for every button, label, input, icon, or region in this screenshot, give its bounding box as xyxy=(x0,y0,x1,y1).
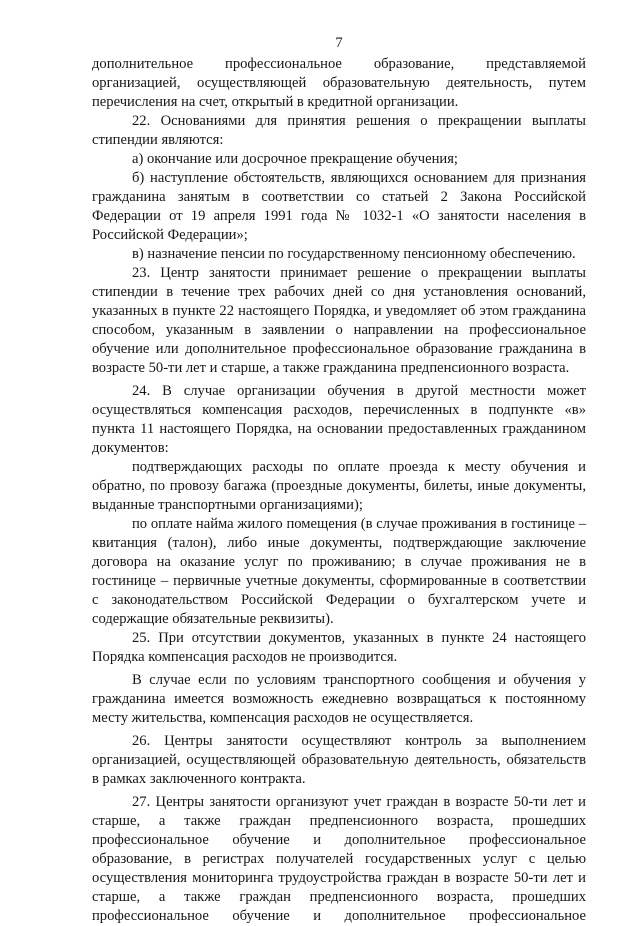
paragraph-24-travel-expenses: подтверждающих расходы по оплате проезда к месту обучения и обратно, по провозу багажа (проездные документы, билеты, иные документы, выданные транспортными организациями); xyxy=(92,459,586,513)
paragraph-24: 24. В случае организации обучения в другой местности может осуществляться компенсация расходов, перечисленных в подпункте «в» пункта 11 настоящего Порядка, на основании предоставленных гражданином документов: xyxy=(92,383,586,456)
paragraph-24-housing-expenses: по оплате найма жилого помещения (в случае проживания в гостинице – квитанция (талон), либо иные документы, подтверждающие заключение договора на оказание услуг по проживанию; в случае проживания не в гостинице – первичные учетные документы, сформированные в соответствии с законодательством Российской Федерации о бухгалтерском учете и содержащие обязательные реквизиты). xyxy=(92,516,586,627)
page-number: 7 xyxy=(335,35,343,51)
paragraph-23: 23. Центр занятости принимает решение о прекращении выплаты стипендии в течение трех рабочих дней со дня установления оснований, указанных в пункте 22 настоящего Порядка, и уведомляет об этом гражданина способом, указанным в заявлении о направлении на профессиональное обучение или дополнительное профессиональное образование гражданина в возрасте 50-ти лет и старше, а также гражданина предпенсионного возраста. xyxy=(92,265,586,376)
list-item-22a: а) окончание или досрочное прекращение обучения; xyxy=(132,151,458,167)
list-item-22v: в) назначение пенсии по государственному пенсионному обеспечению. xyxy=(132,246,576,262)
paragraph-27: 27. Центры занятости организуют учет граждан в возрасте 50-ти лет и старше, а также граждан предпенсионного возраста, прошедших профессиональное обучение и дополнительное профессиональное образование, в регистрах получателей государственных услуг с целью осуществления мониторинга трудоустройства граждан в возрасте 50-ти лет и старше, а также граждан предпенсионного возраста, прошедших профессиональное обучение и дополнительное профессиональное xyxy=(92,794,586,924)
paragraph-25: 25. При отсутствии документов, указанных в пункте 24 настоящего Порядка компенсация расходов не производится. xyxy=(92,630,586,665)
list-item-22b: б) наступление обстоятельств, являющихся основанием для признания гражданина занятым в соответствии со статьей 2 Закона Российской Федерации от 19 апреля 1991 года № 1032-1 «О занятости населения в Российской Федерации»; xyxy=(92,170,586,243)
paragraph-continuation: дополнительное профессиональное образование, представляемой организацией, осуществляющей образовательную деятельность, путем перечисления на счет, открытый в кредитной организации. xyxy=(92,56,586,110)
paragraph-22: 22. Основаниями для принятия решения о прекращении выплаты стипендии являются: xyxy=(92,113,586,148)
paragraph-25-daily-return: В случае если по условиям транспортного сообщения и обучения у гражданина имеется возможность ежедневно возвращаться к постоянному месту жительства, компенсация расходов не осуществляется. xyxy=(92,672,586,726)
paragraph-26: 26. Центры занятости осуществляют контроль за выполнением организацией, осуществляющей образовательную деятельность, обязательств в рамках заключенного контракта. xyxy=(92,733,586,787)
